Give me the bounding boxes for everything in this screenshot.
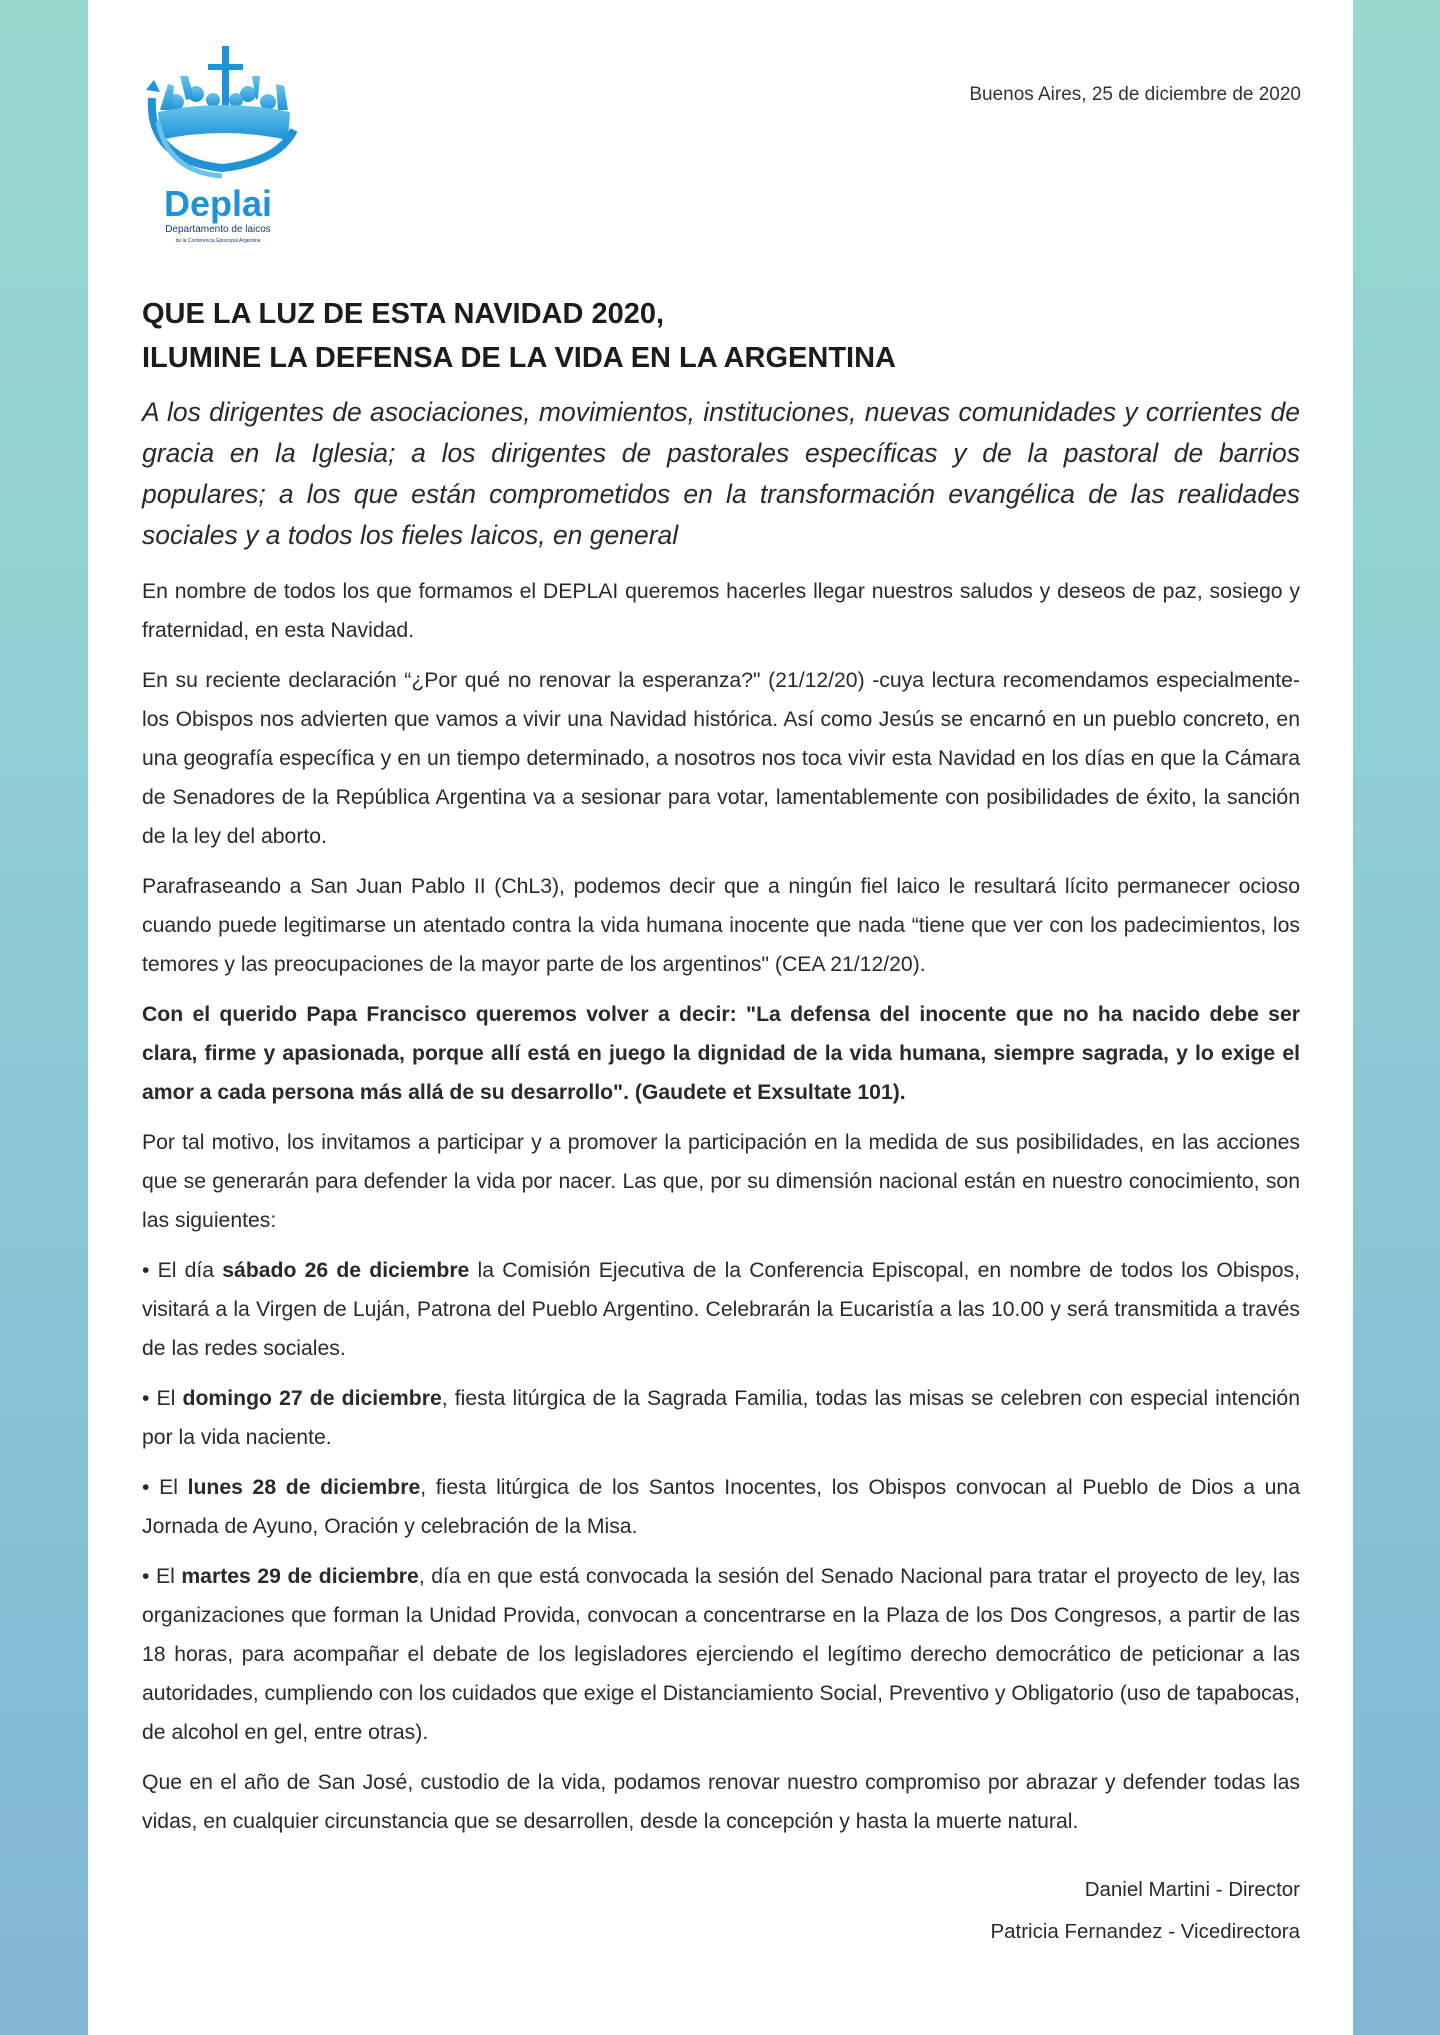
paragraph-paraphrase: Parafraseando a San Juan Pablo II (ChL3), podemos decir que a ningún fiel laico le resultará lícito permanecer ocioso cuando puede legitimarse un atentado contra la vida humana inocente que nada “tiene que ver con los padecimientos, los temores y las preocupaciones de la mayor parte de los argentinos" (CEA 21/12/20). (142, 875, 1300, 976)
signature-vicedirector: Patricia Fernandez - Vicedirectora (990, 1920, 1300, 1943)
paragraph-declaration: En su reciente declaración “¿Por qué no renovar la esperanza?" (21/12/20) -cuya lectura recomendamos especialmente- los Obispos nos advierten que vamos a vivir una Navidad histórica. Así como Jesús se encarnó en un pueblo concreto, en una geografía específica y en un tiempo determinado, a nosotros nos toca vivir esta Navidad en los días en que la Cámara de Senadores de la República Argentina va a sesionar para votar, lamentablemente con posibilidades de éxito, la sanción de la ley del aborto. (142, 669, 1300, 848)
title-line-1: QUE LA LUZ DE ESTA NAVIDAD 2020, (142, 298, 665, 330)
signatures (142, 1869, 1300, 1953)
bullet-item: • El día sábado 26 de diciembre la Comisión Ejecutiva de la Conferencia Episcopal, en nombre de todos los Obispos, visitará a la Virgen de Luján, Patrona del Pueblo Argentino. Celebrarán la Eucaristía a las 10.00 y será transmitida a través de las redes sociales. (142, 1259, 1300, 1360)
letter-title (142, 292, 1300, 380)
letter-date: Buenos Aires, 25 de diciembre de 2020 (969, 84, 1301, 105)
addressees: A los dirigentes de asociaciones, movimientos, instituciones, nuevas comunidades y corrientes de gracia en la Iglesia; a los dirigentes de pastorales específicas y de la pastoral de barrios populares; a los que están comprometidos en la transformación evangélica de las realidades sociales y a todos los fieles laicos, en general (142, 397, 1300, 550)
deplai-logo (138, 40, 298, 250)
letter-body (142, 292, 1300, 1953)
paragraph-pope-quote: Con el querido Papa Francisco queremos volver a decir: "La defensa del inocente que no ha nacido debe ser clara, firme y apasionada, porque allí está en juego la dignidad de la vida humana, siempre sagrada, y lo exige el amor a cada persona más allá de su desarrollo". (Gaudete et Exsultate 101). (142, 1003, 1300, 1104)
bullet-item: • El martes 29 de diciembre, día en que está convocada la sesión del Senado Nacional para tratar el proyecto de ley, las organizaciones que forman la Unidad Provida, convocan a concentrarse en la Plaza de los Dos Congresos, a partir de las 18 horas, para acompañar el debate de los legisladores ejerciendo el legítimo derecho democrático de peticionar a las autoridades, cumpliendo con los cuidados que exige el Distanciamiento Social, Preventivo y Obligatorio (uso de tapabocas, de alcohol en gel, entre otras). (142, 1565, 1300, 1744)
signature-director: Daniel Martini - Director (1084, 1878, 1300, 1901)
paragraph-closing: Que en el año de San José, custodio de la vida, podamos renovar nuestro compromiso por abrazar y defender todas las vidas, en cualquier circunstancia que se desarrollen, desde la concepción y hasta la muerte natural. (142, 1771, 1300, 1833)
logo-subtitle: Departamento de laicos (165, 224, 271, 235)
paragraph-greeting: En nombre de todos los que formamos el DEPLAI queremos hacerles llegar nuestros saludos y deseos de paz, sosiego y fraternidad, en esta Navidad. (142, 580, 1300, 642)
letter-page (88, 0, 1353, 2035)
logo-tagline: de la Conferencia Episcopal Argentina (175, 238, 261, 244)
paragraph-invitation: Por tal motivo, los invitamos a participar y a promover la participación en la medida de sus posibilidades, en las acciones que se generarán para defender la vida por nacer. Las que, por su dimensión nacional están en nuestro conocimiento, son las siguientes: (142, 1131, 1300, 1232)
bullet-item: • El domingo 27 de diciembre, fiesta litúrgica de la Sagrada Familia, todas las misas se celebren con especial intención por la vida naciente. (142, 1387, 1300, 1449)
title-line-2: ILUMINE LA DEFENSA DE LA VIDA EN LA ARGENTINA (142, 342, 896, 374)
logo-name: Deplai (163, 183, 273, 224)
bullet-item: • El lunes 28 de diciembre, fiesta litúrgica de los Santos Inocentes, los Obispos convocan al Pueblo de Dios a una Jornada de Ayuno, Oración y celebración de la Misa. (142, 1476, 1300, 1538)
